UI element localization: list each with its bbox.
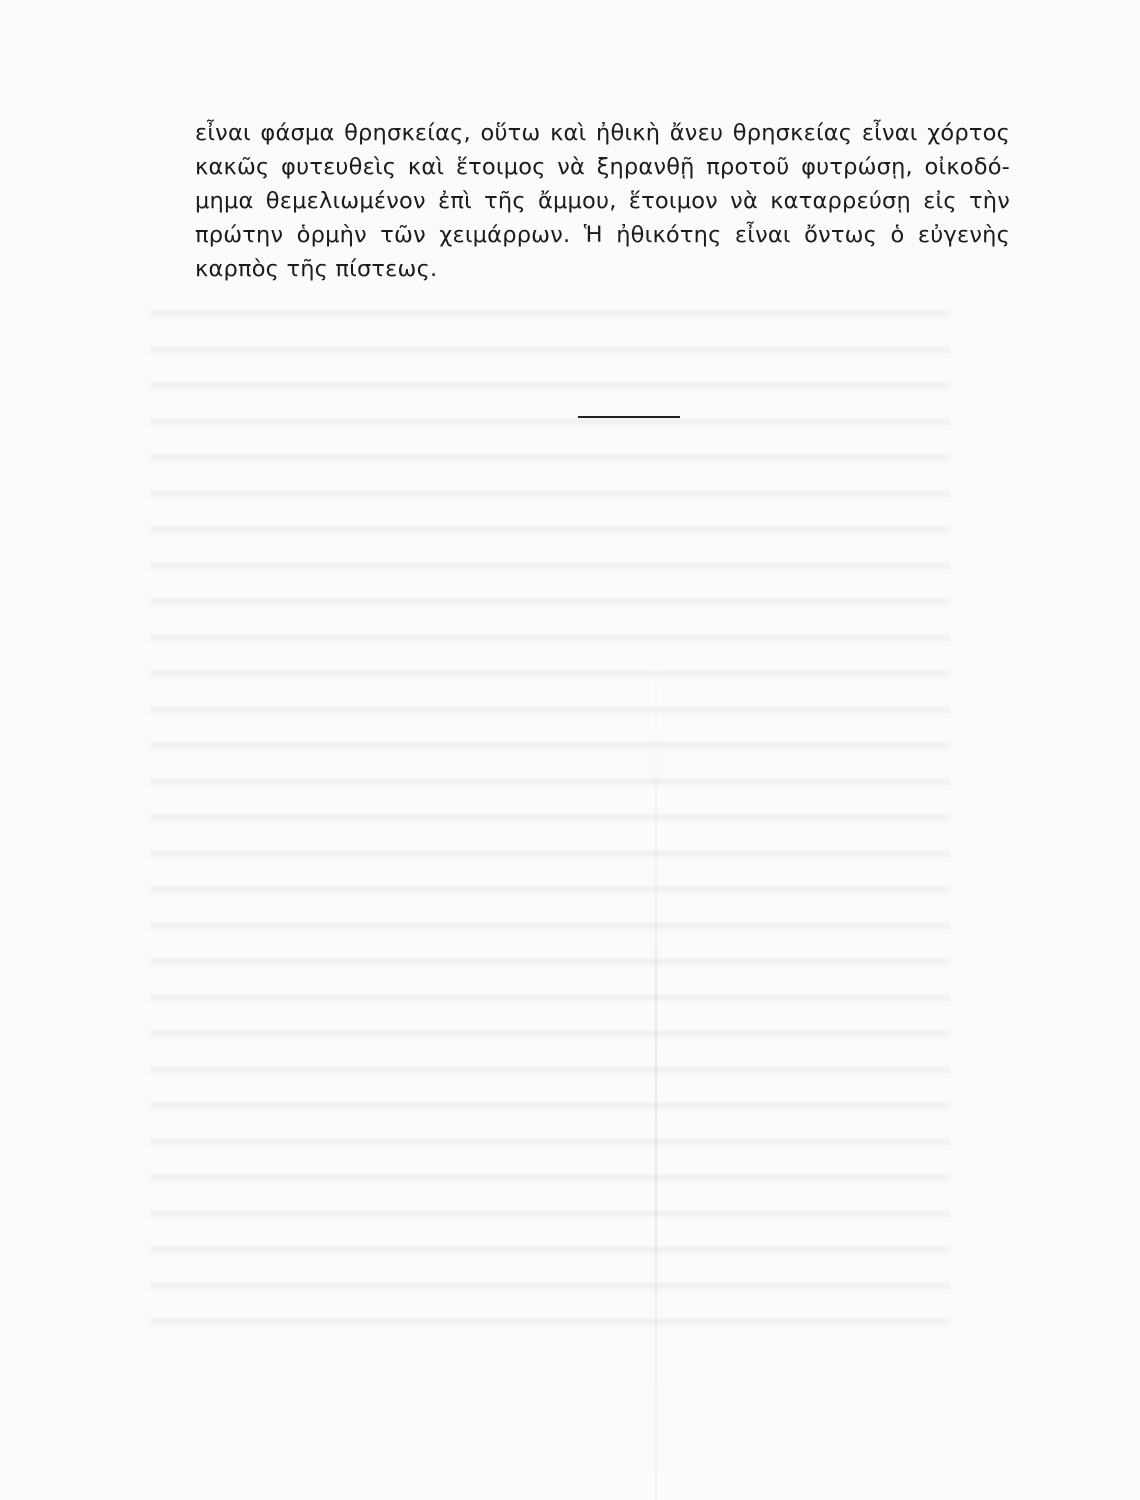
section-divider — [578, 416, 680, 418]
text-line-4: πρώτην ὁρμὴν τῶν χειμάρρων. Ἡ ἠθικότης εἶναι ὄντως ὁ εὐγενὴς — [195, 222, 1010, 248]
text-line-2: κακῶς φυτευθεὶς καὶ ἕτοιμος νὰ ξηρανθῇ προτοῦ φυτρώσῃ, οἰκοδό- — [195, 154, 1010, 180]
text-line-5: καρπὸς τῆς πίστεως. — [195, 256, 438, 282]
text-line-3: μημα θεμελιωμένον ἐπὶ τῆς ἄμμου, ἕτοιμον νὰ καταρρεύσῃ εἰς τὴν — [195, 188, 1010, 214]
text-line-1: εἶναι φάσμα θρησκείας, οὕτω καὶ ἠθικὴ ἄνευ θρησκείας εἶναι χόρτος — [195, 120, 1010, 146]
paper-fold — [655, 640, 657, 1500]
show-through-texture — [150, 290, 950, 1340]
body-paragraph — [195, 116, 1010, 286]
